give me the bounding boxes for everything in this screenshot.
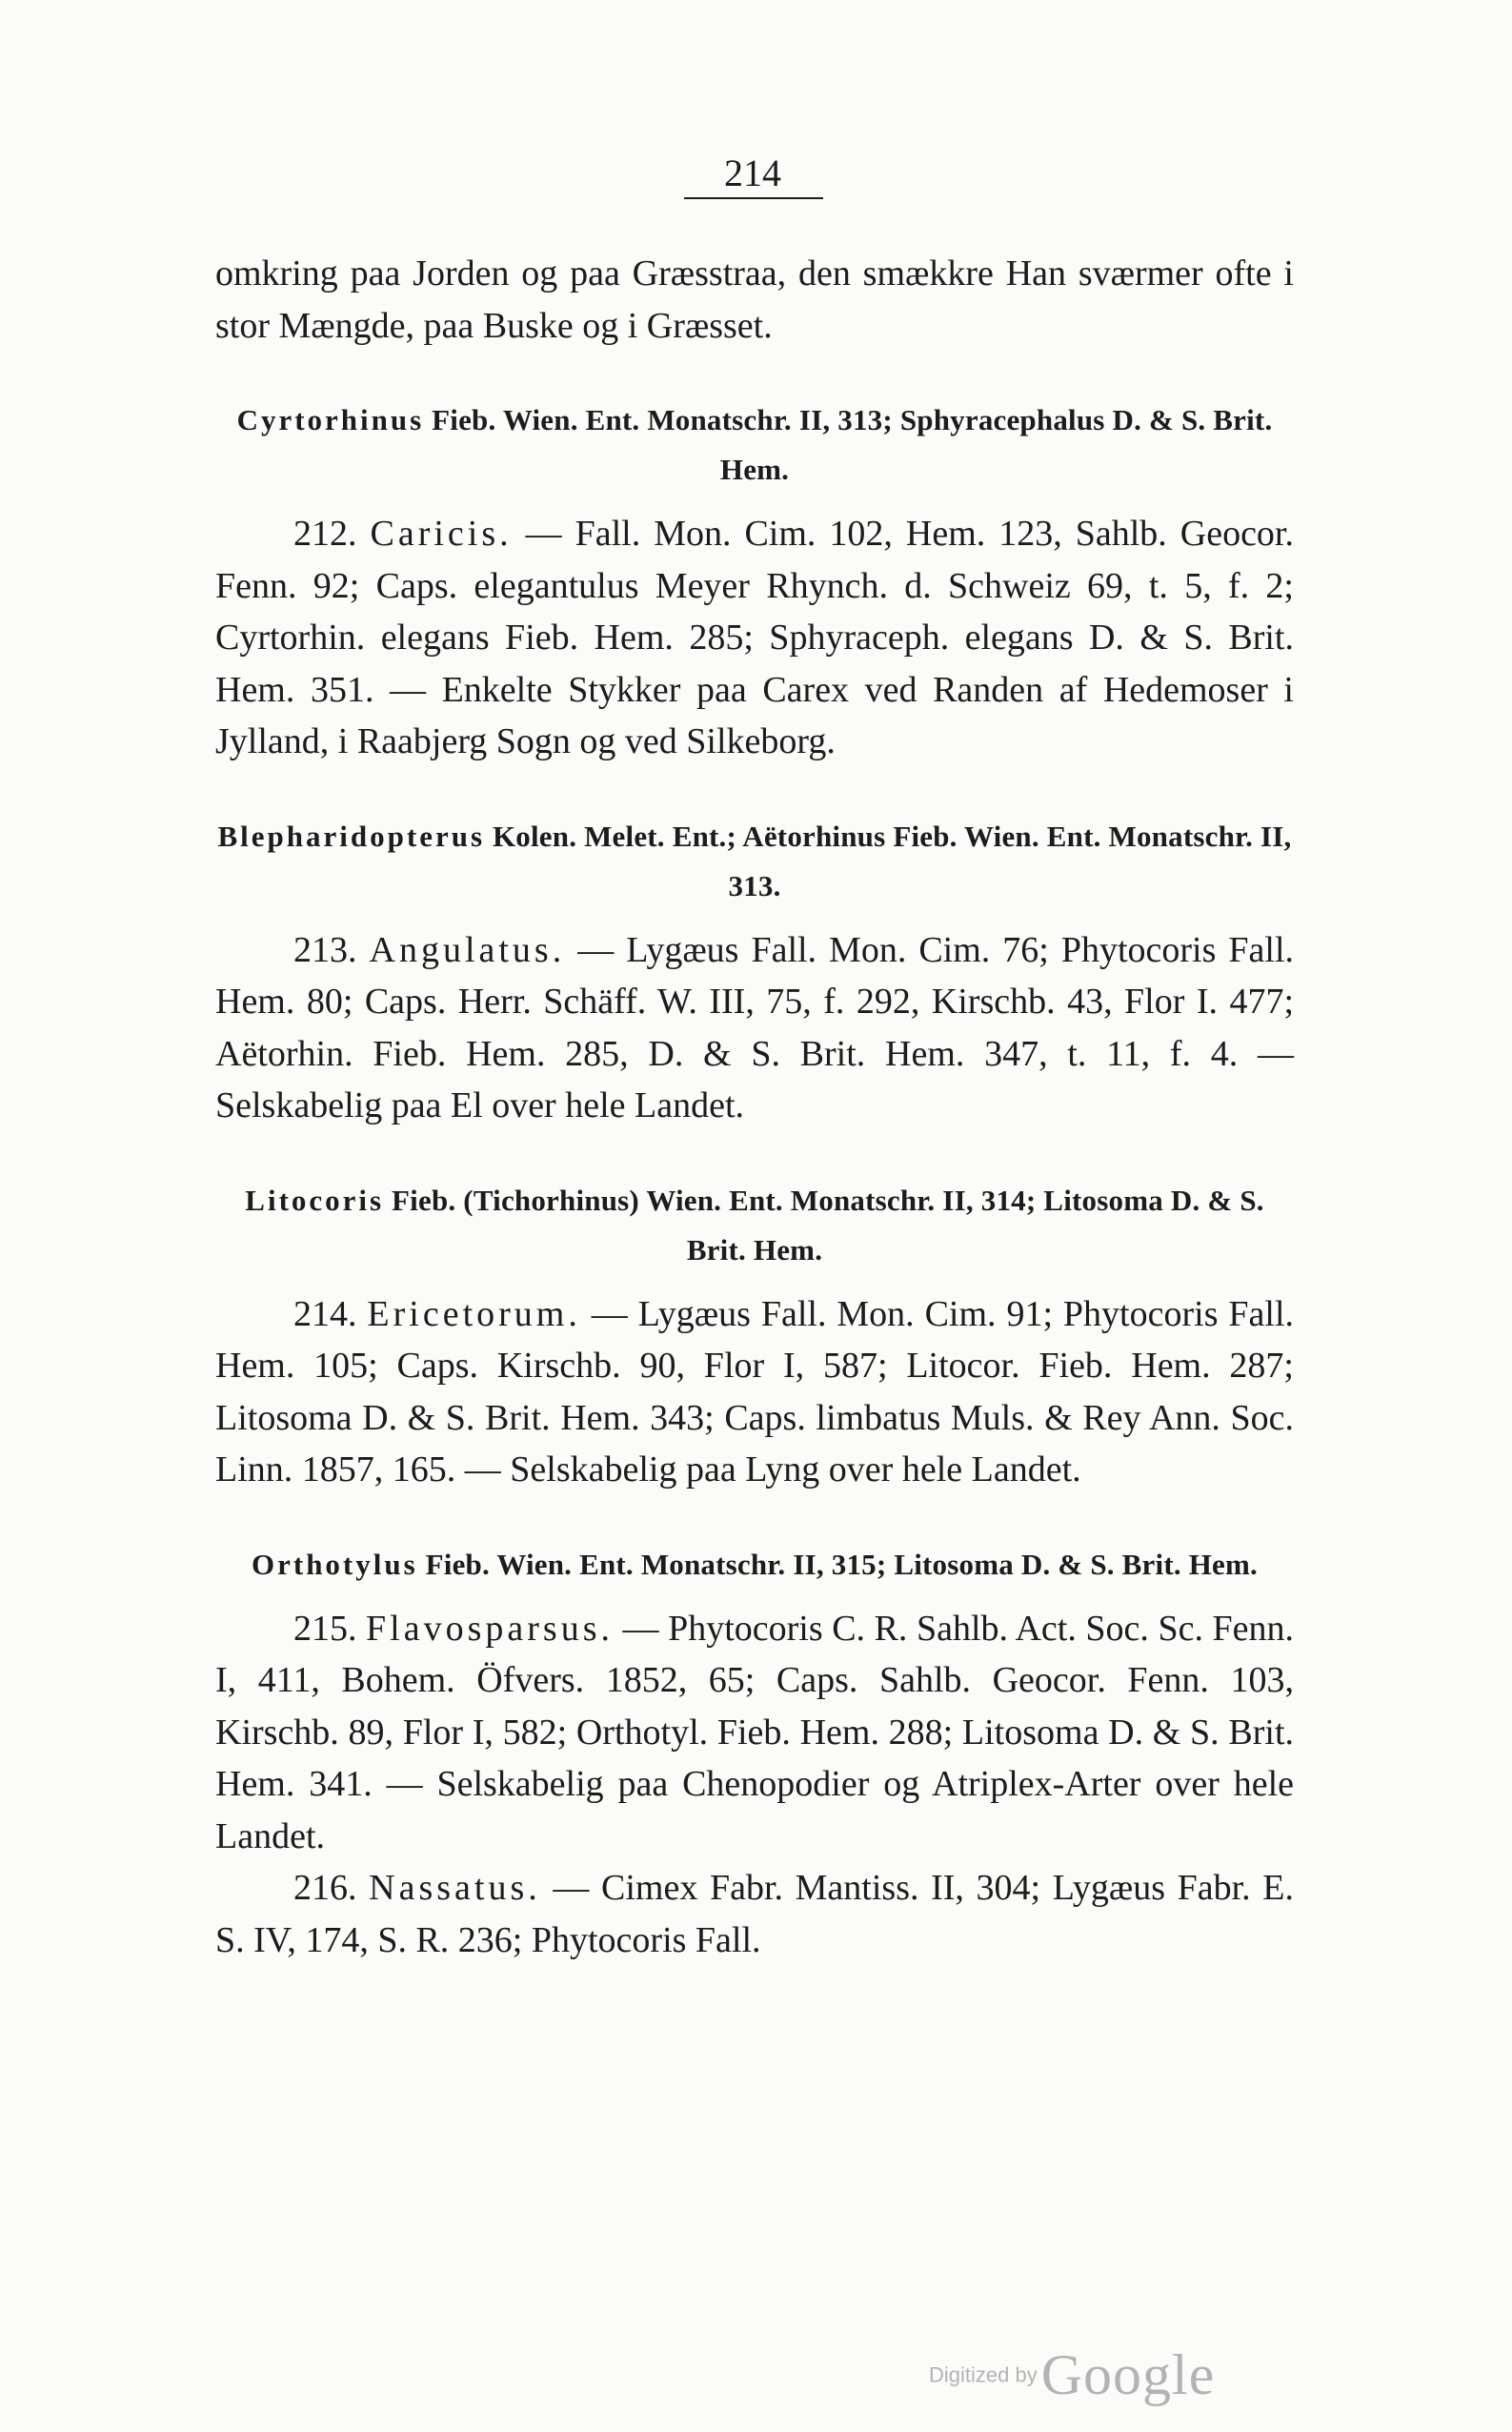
genus-heading-cyrtorhinus bbox=[215, 395, 1294, 495]
genus-heading-litocoris bbox=[215, 1176, 1294, 1275]
species-entry-215 bbox=[215, 1603, 1294, 1863]
page-number: 214 bbox=[724, 152, 781, 194]
species-name: Nassatus. bbox=[369, 1868, 541, 1908]
intro-paragraph bbox=[215, 248, 1294, 352]
genus-synonymy: Fieb. Wien. Ent. Monatschr. II, 313; Sphyracephalus D. & S. Brit. Hem. bbox=[424, 403, 1273, 486]
species-name: Ericetorum. bbox=[367, 1293, 581, 1334]
genus-name: Cyrtorhinus bbox=[236, 403, 425, 436]
species-text: — Lygæus Fall. Mon. Cim. 91; Phytocoris Fall. Hem. 105; Caps. Kirschb. 90, Flor I, 587; Litocor. Fieb. Hem. 287; Litosoma D. & S. Brit. Hem. 343; Caps. limbatus Muls. & Rey Ann. Soc. Linn. 1857, 165. — Selskabelig paa Lyng over hele Landet. bbox=[215, 1293, 1295, 1490]
species-text: — Phytocoris C. R. Sahlb. Act. Soc. Sc. Fenn. I, 411, Bohem. Öfvers. 1852, 65; Caps. Sahlb. Geocor. Fenn. 103, Kirschb. 89, Flor I, 582; Orthotyl. Fieb. Hem. 288; Litosoma D. & S. Brit. Hem. 341. — Selskabelig paa Chenopodier og Atriplex-Arter over hele Landet. bbox=[215, 1608, 1294, 1856]
genus-heading-orthotylus bbox=[215, 1540, 1294, 1590]
species-number: 215. bbox=[293, 1608, 357, 1649]
species-text: — Lygæus Fall. Mon. Cim. 76; Phytocoris Fall. Hem. 80; Caps. Herr. Schäff. W. III, 75, f. 292, Kirschb. 43, Flor I. 477; Aëtorhin. Fieb. Hem. 285, D. & S. Brit. Hem. 347, t. 11, f. 4. — Selskabelig paa El over hele Landet. bbox=[215, 929, 1295, 1125]
digitized-by-watermark bbox=[929, 2342, 1215, 2408]
species-text: — Cimex Fabr. Mantiss. II, 304; Lygæus Fabr. E. S. IV, 174, S. R. 236; Phytocoris Fall. bbox=[215, 1868, 1295, 1960]
genus-name: Blepharidopterus bbox=[217, 819, 486, 853]
page-number-rule bbox=[684, 197, 823, 199]
text-body bbox=[215, 248, 1294, 1966]
species-name: Caricis. bbox=[370, 514, 513, 554]
species-name: Flavosparsus. bbox=[366, 1608, 614, 1649]
species-number: 213. bbox=[293, 929, 357, 970]
genus-synonymy: Fieb. Wien. Ent. Monatschr. II, 315; Litosoma D. & S. Brit. Hem. bbox=[417, 1547, 1258, 1581]
watermark-caption: Digitized by bbox=[929, 2362, 1038, 2387]
species-entry-214 bbox=[215, 1288, 1294, 1496]
genus-name: Orthotylus bbox=[252, 1547, 418, 1581]
species-entry-216 bbox=[215, 1862, 1294, 1966]
genus-synonymy: Kolen. Melet. Ent.; Aëtorhinus Fieb. Wien. Ent. Monatschr. II, 313. bbox=[485, 819, 1292, 902]
species-name: Angulatus. bbox=[369, 929, 566, 970]
intro-text: omkring paa Jorden og paa Græsstraa, den smækkre Han sværmer ofte i stor Mængde, paa Buske og i Græsset. bbox=[215, 253, 1294, 346]
species-number: 212. bbox=[293, 514, 357, 554]
species-number: 214. bbox=[293, 1293, 357, 1334]
genus-synonymy: Fieb. (Tichorhinus) Wien. Ent. Monatschr. II, 314; Litosoma D. & S. Brit. Hem. bbox=[384, 1183, 1264, 1267]
species-entry-213 bbox=[215, 924, 1294, 1132]
genus-heading-blepharidopterus bbox=[215, 812, 1294, 911]
genus-name: Litocoris bbox=[245, 1183, 385, 1217]
species-entry-212 bbox=[215, 508, 1294, 768]
google-logo: Google bbox=[1040, 2343, 1216, 2406]
species-text: — Fall. Mon. Cim. 102, Hem. 123, Sahlb. Geocor. Fenn. 92; Caps. elegantulus Meyer Rhynch. d. Schweiz 69, t. 5, f. 2; Cyrtorhin. elegans Fieb. Hem. 285; Sphyraceph. elegans D. & S. Brit. Hem. 351. — Enkelte Stykker paa Carex ved Randen af Hedemoser i Jylland, i Raabjerg Sogn og ved Silkeborg. bbox=[215, 514, 1294, 761]
species-number: 216. bbox=[293, 1868, 357, 1908]
